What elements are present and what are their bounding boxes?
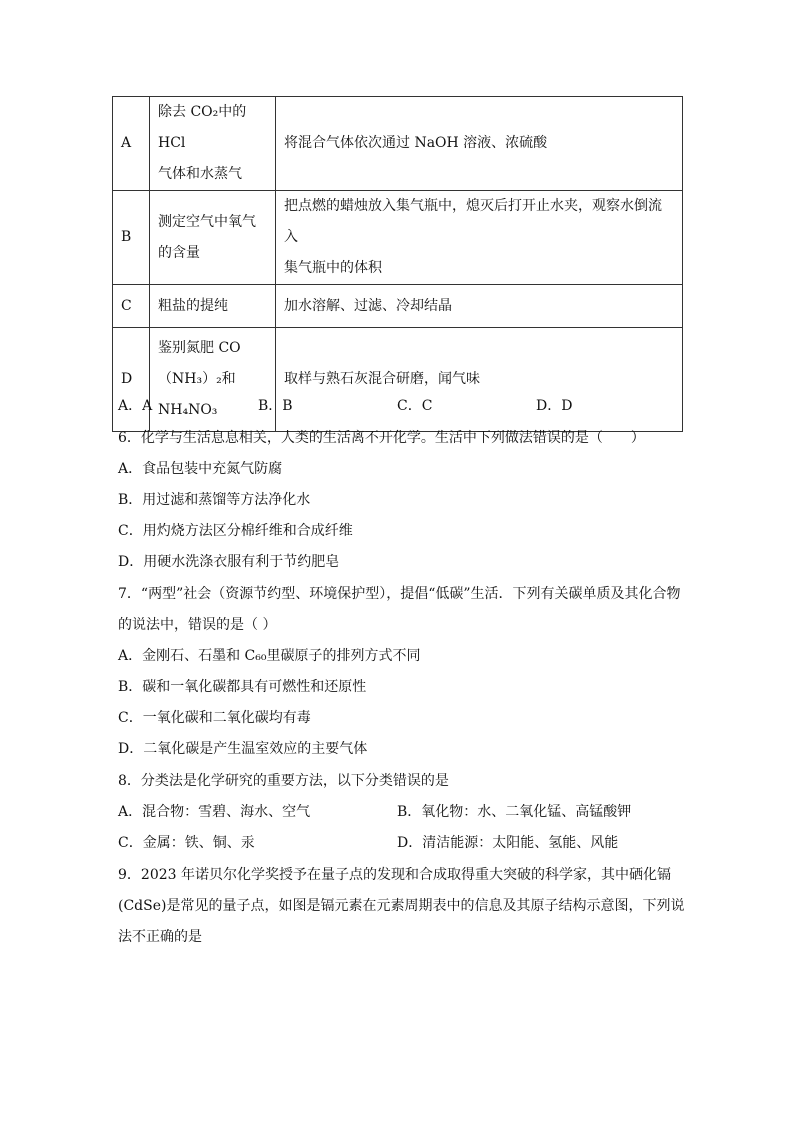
q6-option-d[interactable]: D．用硬水洗涤衣服有利于节约肥皂 xyxy=(118,554,340,570)
table-row xyxy=(113,285,683,328)
q7-option-a[interactable]: A．金刚石、石墨和 C₆₀里碳原子的排列方式不同 xyxy=(118,648,421,664)
row-method: 取样与熟石灰混合研磨，闻气味 xyxy=(276,328,683,432)
q5-choice-c[interactable]: C．C xyxy=(397,398,433,414)
row-key: D xyxy=(113,328,150,432)
row-goal: 除去 CO₂中的 HCl 气体和水蒸气 xyxy=(150,97,276,191)
row-key: B xyxy=(113,191,150,285)
q5-choice-a[interactable]: A．A xyxy=(118,398,153,414)
row-key: A xyxy=(113,97,150,191)
q5-choice-d[interactable]: D．D xyxy=(536,398,573,414)
q7-option-b[interactable]: B．碳和一氧化碳都具有可燃性和还原性 xyxy=(118,679,367,695)
q8-option-a[interactable]: A．混合物：雪碧、海水、空气 xyxy=(118,804,311,820)
q9-stem-line-3: 法不正确的是 xyxy=(118,929,202,945)
q6-option-c[interactable]: C．用灼烧方法区分棉纤维和合成纤维 xyxy=(118,523,353,539)
row-key: C xyxy=(113,285,150,328)
row-method: 将混合气体依次通过 NaOH 溶液、浓硫酸 xyxy=(276,97,683,191)
q8-option-b[interactable]: B．氧化物：水、二氧化锰、高锰酸钾 xyxy=(397,804,632,820)
row-goal: 鉴别氮肥 CO （NH₃）₂和 NH₄NO₃ xyxy=(150,328,276,432)
row-goal: 测定空气中氧气 的含量 xyxy=(150,191,276,285)
q8-stem: 8．分类法是化学研究的重要方法，以下分类错误的是 xyxy=(118,773,449,789)
q7-option-d[interactable]: D．二氧化碳是产生温室效应的主要气体 xyxy=(118,741,368,757)
q9-stem-line-1: 9．2023 年诺贝尔化学奖授予在量子点的发现和合成取得重大突破的科学家，其中硒化镉 xyxy=(118,867,671,883)
experiment-options-table xyxy=(112,96,683,432)
row-goal: 粗盐的提纯 xyxy=(150,285,276,328)
q7-stem-line-2: 的说法中，错误的是（ ） xyxy=(118,617,277,633)
q6-option-a[interactable]: A．食品包装中充氮气防腐 xyxy=(118,461,283,477)
q9-stem-line-2: (CdSe)是常见的量子点，如图是镉元素在元素周期表中的信息及其原子结构示意图，下列说 xyxy=(118,898,685,914)
q8-option-c[interactable]: C．金属：铁、铜、汞 xyxy=(118,835,255,851)
q7-stem-line-1: 7．“两型”社会（资源节约型、环境保护型），提倡“低碳”生活．下列有关碳单质及其化合物 xyxy=(118,586,681,602)
row-method: 加水溶解、过滤、冷却结晶 xyxy=(276,285,683,328)
q7-option-c[interactable]: C．一氧化碳和二氧化碳均有毒 xyxy=(118,710,311,726)
table-row xyxy=(113,97,683,191)
row-method: 把点燃的蜡烛放入集气瓶中，熄灭后打开止水夹，观察水倒流入 集气瓶中的体积 xyxy=(276,191,683,285)
q6-option-b[interactable]: B．用过滤和蒸馏等方法净化水 xyxy=(118,492,311,508)
table-row xyxy=(113,191,683,285)
q5-choice-b[interactable]: B．B xyxy=(258,398,293,414)
q8-option-d[interactable]: D．清洁能源：太阳能、氢能、风能 xyxy=(397,835,619,851)
q6-stem: 6．化学与生活息息相关，人类的生活离不开化学。生活中下列做法错误的是（ ） xyxy=(118,430,645,446)
